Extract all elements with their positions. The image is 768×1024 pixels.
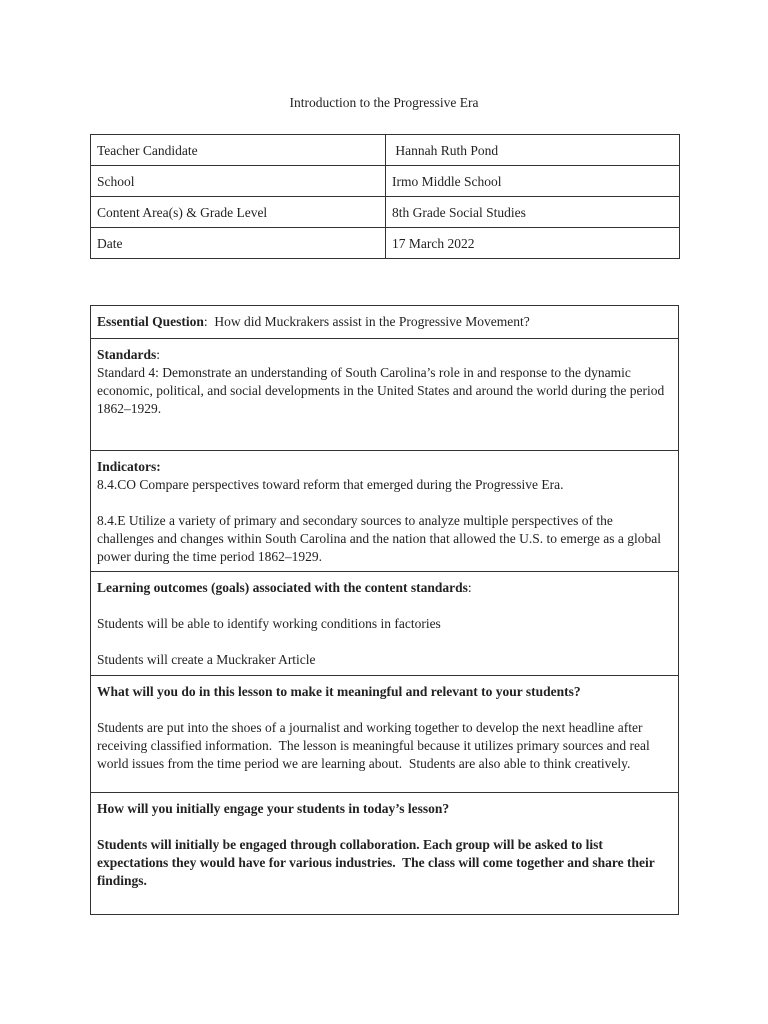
- standards-text: Standard 4: Demonstrate an understanding of South Carolina’s role in and response to the dynamic economic, political, and social developments in the United States and around the world during the period 1862–1929.: [97, 365, 665, 416]
- document-title: Introduction to the Progressive Era: [289, 95, 479, 110]
- standards-label: Standards: [97, 347, 157, 362]
- info-table: [90, 134, 680, 259]
- school-value: Irmo Middle School: [386, 166, 680, 197]
- learning-outcomes-colon: :: [467, 580, 472, 595]
- table-row: [91, 166, 680, 197]
- engage-question: How will you initially engage your students in today’s lesson?: [97, 801, 450, 816]
- meaningful-answer: Students are put into the shoes of a journalist and working together to develop the next headline after receiving classified information. The lesson is meaningful because it utilizes primary sources and real world issues from the time period we are learning about. Students are also able to think creatively.: [97, 720, 654, 771]
- table-row: [91, 339, 679, 451]
- content-area-value: 8th Grade Social Studies: [386, 197, 680, 228]
- table-row: [91, 197, 680, 228]
- indicator-item: 8.4.E Utilize a variety of primary and secondary sources to analyze multiple perspectives of the challenges and changes within South Carolina and the nation that allowed the U.S. to emerge as a global power during the time period 1862–1929.: [97, 513, 661, 564]
- meaningful-question: What will you do in this lesson to make it meaningful and relevant to your students?: [97, 684, 581, 699]
- table-row: [91, 135, 680, 166]
- learning-outcome-item: Students will be able to identify working conditions in factories: [97, 616, 441, 631]
- indicators-cell: [91, 451, 679, 572]
- table-row: [91, 572, 679, 676]
- table-row: [91, 793, 679, 915]
- teacher-candidate-value: Hannah Ruth Pond: [386, 135, 680, 166]
- learning-outcomes-cell: [91, 572, 679, 676]
- content-area-label: Content Area(s) & Grade Level: [91, 197, 386, 228]
- school-label: School: [91, 166, 386, 197]
- indicators-label: Indicators:: [97, 459, 161, 474]
- date-value: 17 March 2022: [386, 228, 680, 259]
- table-row: [91, 451, 679, 572]
- learning-outcomes-label: Learning outcomes (goals) associated with the content standards: [97, 580, 468, 595]
- indicator-item: 8.4.CO Compare perspectives toward reform that emerged during the Progressive Era.: [97, 477, 564, 492]
- engage-answer: Students will initially be engaged through collaboration. Each group will be asked to list expectations they would have for various industries. The class will come together and share their findings.: [97, 837, 658, 888]
- table-row: [91, 306, 679, 339]
- engage-cell: [91, 793, 679, 915]
- essential-question-text: : How did Muckrakers assist in the Progressive Movement?: [203, 314, 530, 329]
- essential-question-cell: [91, 306, 679, 339]
- teacher-candidate-label: Teacher Candidate: [91, 135, 386, 166]
- lesson-plan-table: [90, 305, 679, 915]
- table-row: [91, 676, 679, 793]
- standards-colon: :: [156, 347, 161, 362]
- standards-cell: [91, 339, 679, 451]
- meaningful-cell: [91, 676, 679, 793]
- table-row: [91, 228, 680, 259]
- essential-question-label: Essential Question: [97, 314, 204, 329]
- date-label: Date: [91, 228, 386, 259]
- learning-outcome-item: Students will create a Muckraker Article: [97, 652, 316, 667]
